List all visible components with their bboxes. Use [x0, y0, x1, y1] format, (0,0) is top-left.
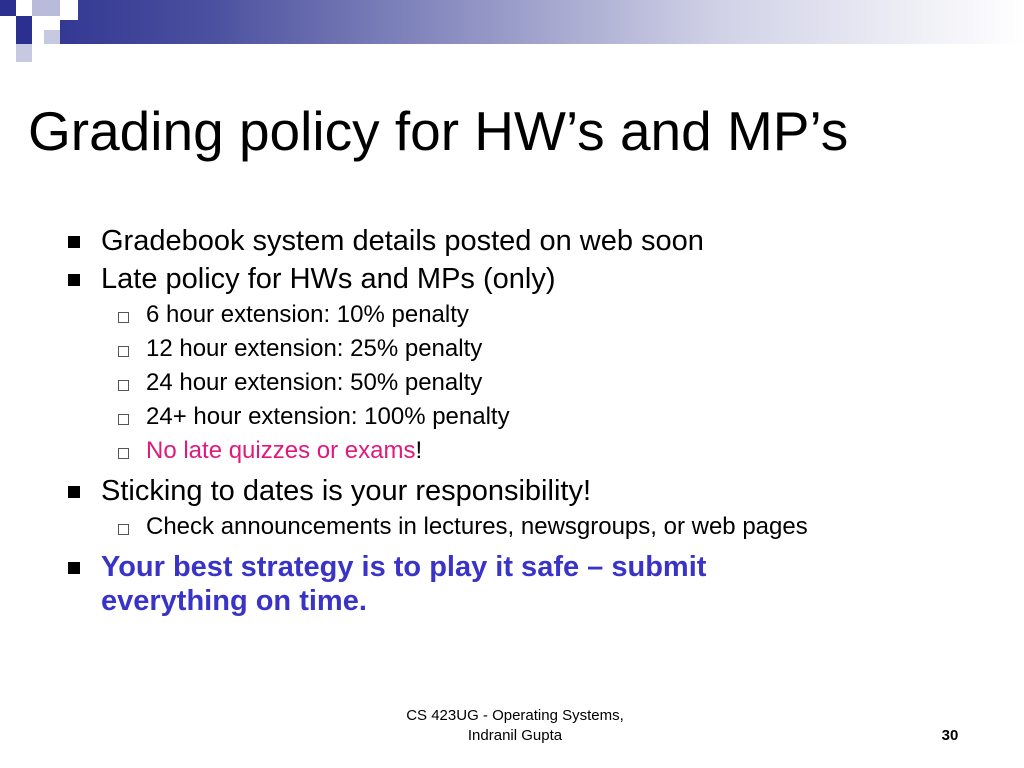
slide-title: Grading policy for HW’s and MP’s	[28, 100, 849, 162]
hollow-square-bullet-icon	[118, 312, 129, 323]
header-gradient-bar	[0, 0, 1024, 44]
sub-bullet-item	[101, 510, 962, 544]
bullet-text: Late policy for HWs and MPs (only)	[101, 263, 556, 295]
slide-page-number: 30	[941, 727, 959, 744]
footer-line-author: Indranil Gupta	[467, 727, 563, 744]
sub-bullet-item-no-late	[101, 434, 962, 468]
no-late-highlight-text: No late quizzes or exams	[146, 437, 416, 464]
sub-bullet-list	[101, 298, 962, 468]
sub-bullet-item	[101, 400, 962, 434]
sub-bullet-item	[101, 332, 962, 366]
header-decor-square	[0, 16, 16, 44]
hollow-square-bullet-icon	[118, 524, 129, 535]
header-decor-square	[16, 16, 32, 44]
sub-bullet-text: 24+ hour extension: 100% penalty	[146, 403, 510, 430]
bullet-item-gradebook	[62, 224, 962, 258]
footer-line-course: CS 423UG - Operating Systems,	[406, 707, 624, 724]
sub-bullet-list	[101, 510, 962, 544]
sub-bullet-text: 6 hour extension: 10% penalty	[146, 301, 469, 328]
sub-bullet-text: 24 hour extension: 50% penalty	[146, 369, 483, 396]
strategy-text-line1: Your best strategy is to play it safe – submit	[101, 551, 707, 583]
header-decor-square	[16, 44, 32, 62]
bullet-item-dates	[62, 474, 962, 544]
bullet-text: Gradebook system details posted on web soon	[101, 225, 704, 257]
hollow-square-bullet-icon	[118, 414, 129, 425]
bullet-item-late-policy	[62, 262, 962, 468]
bullet-item-strategy	[62, 550, 962, 618]
hollow-square-bullet-icon	[118, 346, 129, 357]
square-bullet-icon	[68, 274, 80, 286]
square-bullet-icon	[68, 486, 80, 498]
footer-course-info	[330, 706, 700, 746]
header-decor-square	[0, 0, 16, 16]
bullet-text: Sticking to dates is your responsibility!	[101, 475, 591, 507]
hollow-square-bullet-icon	[118, 380, 129, 391]
bullet-list	[62, 224, 962, 622]
header-decor-square	[16, 0, 32, 16]
header-decor-square	[44, 30, 60, 44]
sub-bullet-text: Check announcements in lectures, newsgroups, or web pages	[146, 513, 808, 540]
exclamation-text: !	[415, 437, 423, 464]
sub-bullet-text: 12 hour extension: 25% penalty	[146, 335, 483, 362]
header-decor-square	[60, 0, 78, 20]
square-bullet-icon	[68, 562, 80, 574]
hollow-square-bullet-icon	[118, 448, 129, 459]
sub-bullet-item	[101, 298, 962, 332]
sub-bullet-item	[101, 366, 962, 400]
strategy-text-line2: everything on time.	[101, 585, 367, 617]
square-bullet-icon	[68, 236, 80, 248]
header-decor-square	[32, 0, 60, 16]
